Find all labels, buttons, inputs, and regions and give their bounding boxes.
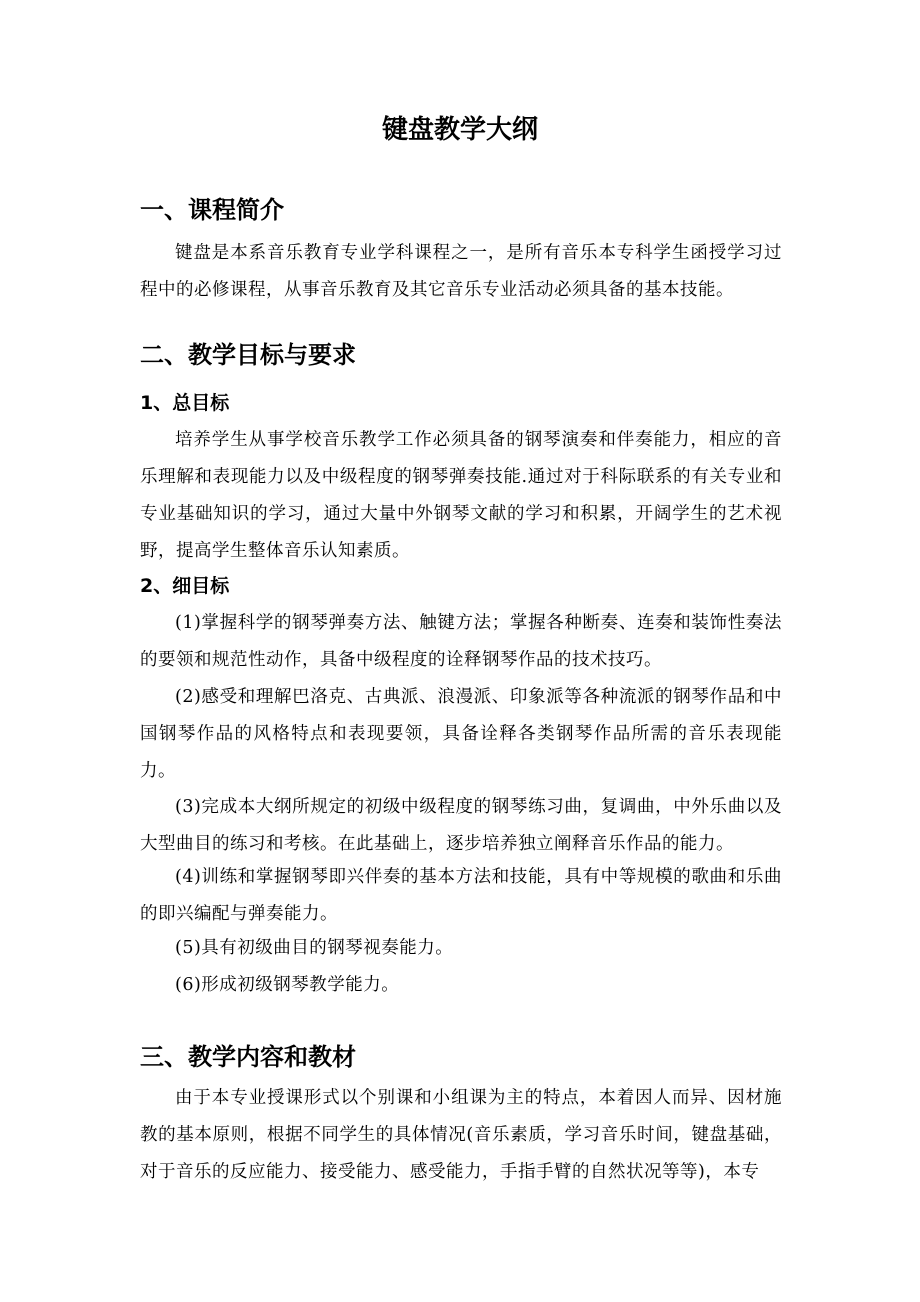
section-heading-goals: 二、教学目标与要求 [140,341,356,369]
document-title: 键盘教学大纲 [381,115,538,145]
section-heading-content: 三、教学内容和教材 [140,1043,356,1071]
subsection-heading-detailed-goals: 2、细目标 [140,575,230,597]
paragraph-detailed-goal-3: (3)完成本大纲所规定的初级中级程度的钢琴练习曲，复调曲，中外乐曲以及大型曲目的练习和考核。在此基础上，逐步培养独立阐释音乐作品的能力。 [140,797,782,854]
paragraph-course-intro: 键盘是本系音乐教育专业学科课程之一，是所有音乐本专科学生函授学习过程中的必修课程，从事音乐教育及其它音乐专业活动必须具备的基本技能。 [140,243,782,300]
subsection-heading-overall-goal: 1、总目标 [140,392,230,414]
paragraph-detailed-goal-1: (1)掌握科学的钢琴弹奏方法、触键方法；掌握各种断奏、连奏和装饰性奏法的要领和规范性动作，具备中级程度的诠释钢琴作品的技术技巧。 [140,613,782,670]
paragraph-overall-goal: 培养学生从事学校音乐教学工作必须具备的钢琴演奏和伴奏能力，相应的音乐理解和表现能力以及中级程度的钢琴弹奏技能.通过对于科际联系的有关专业和专业基础知识的学习，通过大量中外钢琴文献的学习和积累，开阔学生的艺术视野，提高学生整体音乐认知素质。 [140,430,782,561]
paragraph-detailed-goal-6: (6)形成初级钢琴教学能力。 [175,975,400,995]
paragraph-detailed-goal-2: (2)感受和理解巴洛克、古典派、浪漫派、印象派等各种流派的钢琴作品和中国钢琴作品的风格特点和表现要领，具备诠释各类钢琴作品所需的音乐表现能力。 [140,687,782,781]
paragraph-content: 由于本专业授课形式以个别课和小组课为主的特点，本着因人而异、因材施教的基本原则，根据不同学生的具体情况(音乐素质，学习音乐时间，键盘基础，对于音乐的反应能力、接受能力、感受能力，手指手臂的自然状况等等)，本专 [140,1088,782,1182]
paragraph-detailed-goal-4: (4)训练和掌握钢琴即兴伴奏的基本方法和技能，具有中等规模的歌曲和乐曲的即兴编配与弹奏能力。 [140,867,782,924]
section-heading-course-intro: 一、课程简介 [140,196,284,224]
paragraph-detailed-goal-5: (5)具有初级曲目的钢琴视奏能力。 [175,938,454,958]
